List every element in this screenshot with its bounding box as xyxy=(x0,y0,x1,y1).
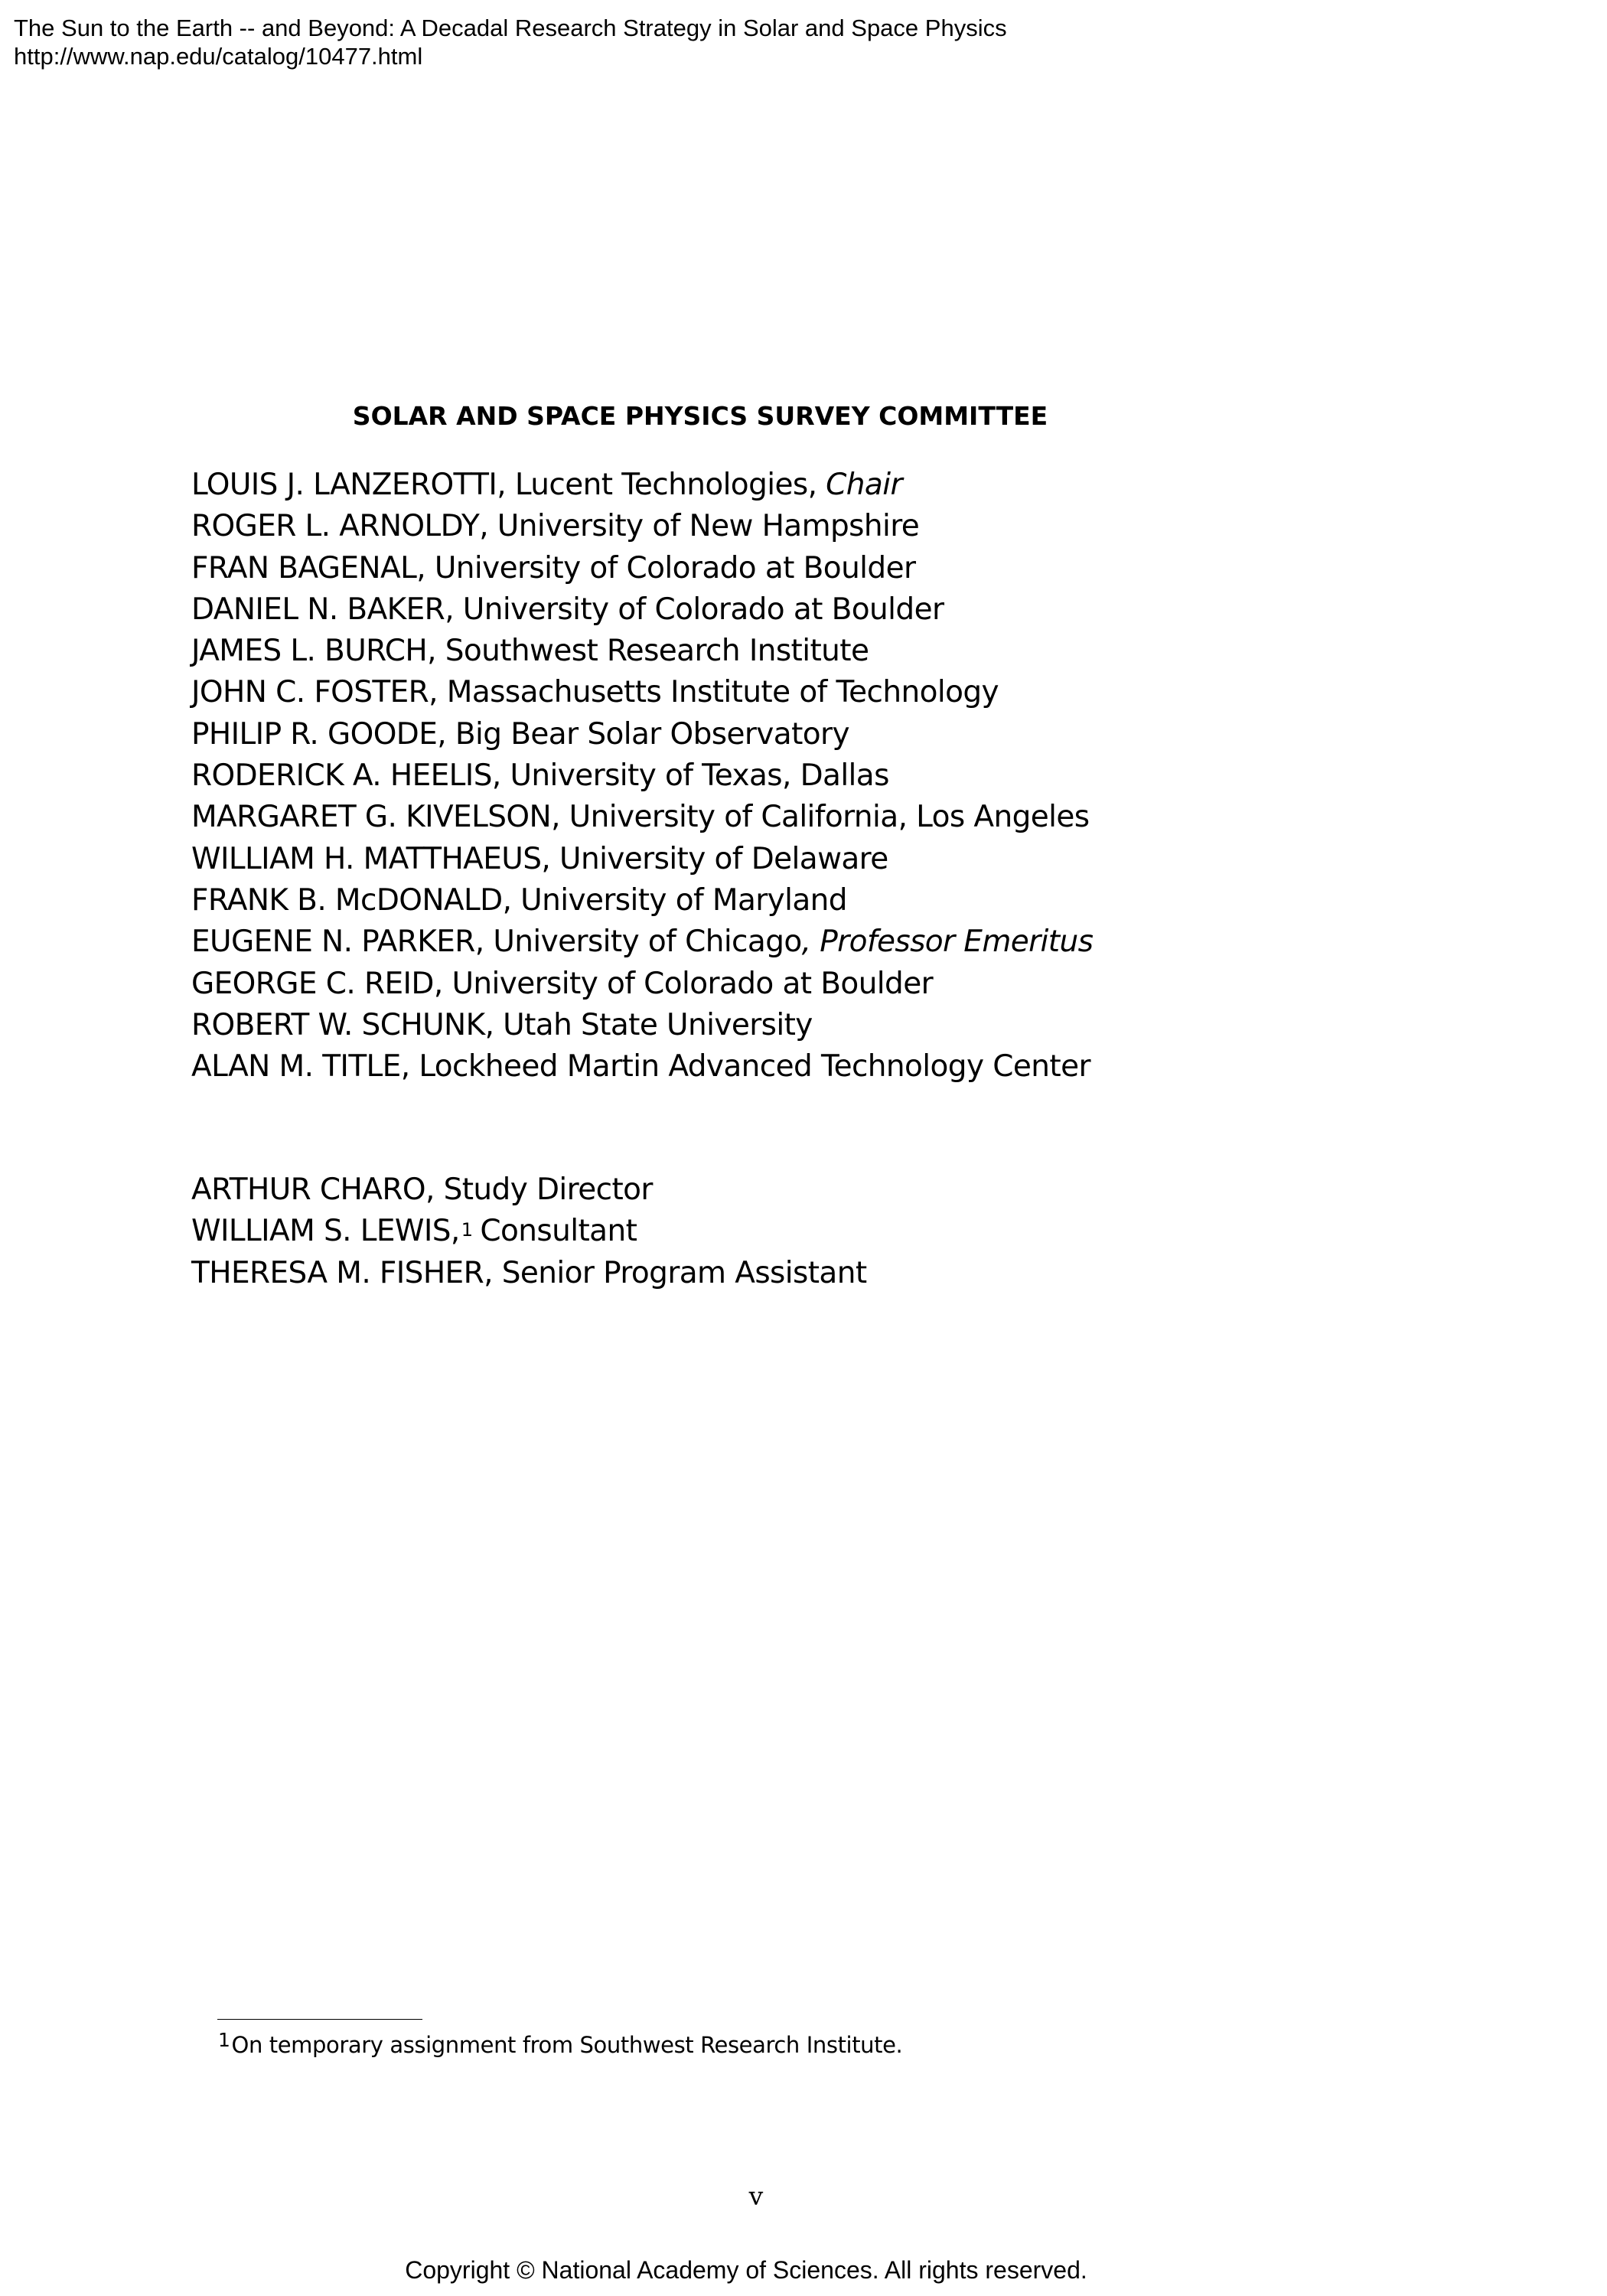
staff-name: WILLIAM S. LEWIS xyxy=(191,1214,451,1249)
member-name: EUGENE N. PARKER xyxy=(191,925,475,960)
page-title xyxy=(0,401,1607,431)
staff-role: Consultant xyxy=(480,1214,637,1249)
member-name: GEORGE C. REID xyxy=(191,966,434,1001)
member-affiliation: Southwest Research Institute xyxy=(445,634,869,669)
staff-name: ARTHUR CHARO xyxy=(191,1172,425,1207)
staff-row: THERESA M. FISHER, Senior Program Assistant xyxy=(191,1255,867,1290)
member-row: ALAN M. TITLE, Lockheed Martin Advanced Technology Center xyxy=(191,1049,1090,1084)
footnote-divider xyxy=(217,2019,422,2020)
member-row: FRANK B. McDONALD, University of Maryland xyxy=(191,882,847,918)
member-affiliation: University of Maryland xyxy=(520,882,847,918)
member-name: DANIEL N. BAKER xyxy=(191,592,445,627)
staff-list xyxy=(191,1169,867,1294)
copyright-container xyxy=(0,2256,1607,2285)
member-name: MARGARET G. KIVELSON xyxy=(191,800,552,835)
member-row: JOHN C. FOSTER, Massachusetts Institute of Technology xyxy=(191,675,999,710)
staff-row: ARTHUR CHARO, Study Director xyxy=(191,1172,653,1207)
member-row: JAMES L. BURCH, Southwest Research Institute xyxy=(191,634,869,669)
member-name: PHILIP R. GOODE xyxy=(191,716,438,752)
footnote xyxy=(218,2029,903,2058)
member-name: JOHN C. FOSTER xyxy=(191,675,429,710)
member-row: PHILIP R. GOODE, Big Bear Solar Observatory xyxy=(191,716,849,752)
member-row: ROGER L. ARNOLDY, University of New Hampshire xyxy=(191,509,920,544)
copyright-notice: Copyright © National Academy of Sciences. All rights reserved. xyxy=(405,2256,1087,2284)
member-row: FRAN BAGENAL, University of Colorado at Boulder xyxy=(191,550,916,585)
member-name: ROGER L. ARNOLDY xyxy=(191,509,480,544)
member-affiliation: Lockheed Martin Advanced Technology Center xyxy=(419,1049,1090,1084)
staff-name: THERESA M. FISHER xyxy=(191,1255,484,1290)
member-affiliation: University of Chicago xyxy=(493,925,802,960)
member-affiliation: University of Texas, Dallas xyxy=(510,758,889,794)
member-row: RODERICK A. HEELIS, University of Texas, Dallas xyxy=(191,758,889,794)
member-affiliation: University of New Hampshire xyxy=(497,509,920,544)
member-row: EUGENE N. PARKER, University of Chicago, Professor Emeritus xyxy=(191,925,1094,960)
member-name: FRAN BAGENAL xyxy=(191,550,417,585)
member-name: ALAN M. TITLE xyxy=(191,1049,401,1084)
member-affiliation: University of Colorado at Boulder xyxy=(434,550,916,585)
footnote-marker: 1 xyxy=(218,2029,230,2051)
member-affiliation: University of California, Los Angeles xyxy=(569,800,1090,835)
member-affiliation: University of Delaware xyxy=(559,841,888,876)
staff-row: WILLIAM S. LEWIS,$^1$ Consultant xyxy=(191,1214,637,1249)
member-affiliation: University of Colorado at Boulder xyxy=(451,966,934,1001)
staff-role: Senior Program Assistant xyxy=(501,1255,867,1290)
footnote-reference[interactable]: 1 xyxy=(461,1219,473,1241)
member-name: RODERICK A. HEELIS xyxy=(191,758,492,794)
member-name: FRANK B. McDONALD xyxy=(191,882,503,918)
committee-heading: SOLAR AND SPACE PHYSICS SURVEY COMMITTEE xyxy=(352,401,1048,431)
member-affiliation: Massachusetts Institute of Technology xyxy=(446,675,999,710)
member-affiliation: Big Bear Solar Observatory xyxy=(455,716,849,752)
header-url[interactable]: http://www.nap.edu/catalog/10477.html xyxy=(14,43,423,70)
member-role: Chair xyxy=(826,468,902,502)
document-header xyxy=(14,14,1007,70)
member-row: MARGARET G. KIVELSON, University of California, Los Angeles xyxy=(191,800,1090,835)
member-affiliation: Utah State University xyxy=(503,1007,813,1042)
member-affiliation: University of Colorado at Boulder xyxy=(462,592,944,627)
member-name: WILLIAM H. MATTHAEUS xyxy=(191,841,542,876)
staff-role: Study Director xyxy=(443,1172,653,1207)
footnote-text: On temporary assignment from Southwest Research Institute. xyxy=(231,2032,903,2058)
member-name: LOUIS J. LANZEROTTI xyxy=(191,468,497,502)
member-name: ROBERT W. SCHUNK xyxy=(191,1007,485,1042)
member-name: JAMES L. BURCH xyxy=(191,634,428,669)
page-number-container xyxy=(0,2181,1607,2211)
member-role: , Professor Emeritus xyxy=(801,925,1094,960)
member-row: LOUIS J. LANZEROTTI, Lucent Technologies, Chair xyxy=(191,468,902,502)
member-row: DANIEL N. BAKER, University of Colorado at Boulder xyxy=(191,592,944,627)
member-row: WILLIAM H. MATTHAEUS, University of Delaware xyxy=(191,841,888,876)
committee-member-list xyxy=(191,465,1093,1088)
header-title: The Sun to the Earth -- and Beyond: A Decadal Research Strategy in Solar and Space Physics xyxy=(14,15,1007,41)
page-number: v xyxy=(748,2181,764,2211)
member-affiliation: Lucent Technologies, xyxy=(514,468,826,502)
member-row: ROBERT W. SCHUNK, Utah State University xyxy=(191,1007,813,1042)
member-row: GEORGE C. REID, University of Colorado at Boulder xyxy=(191,966,934,1001)
